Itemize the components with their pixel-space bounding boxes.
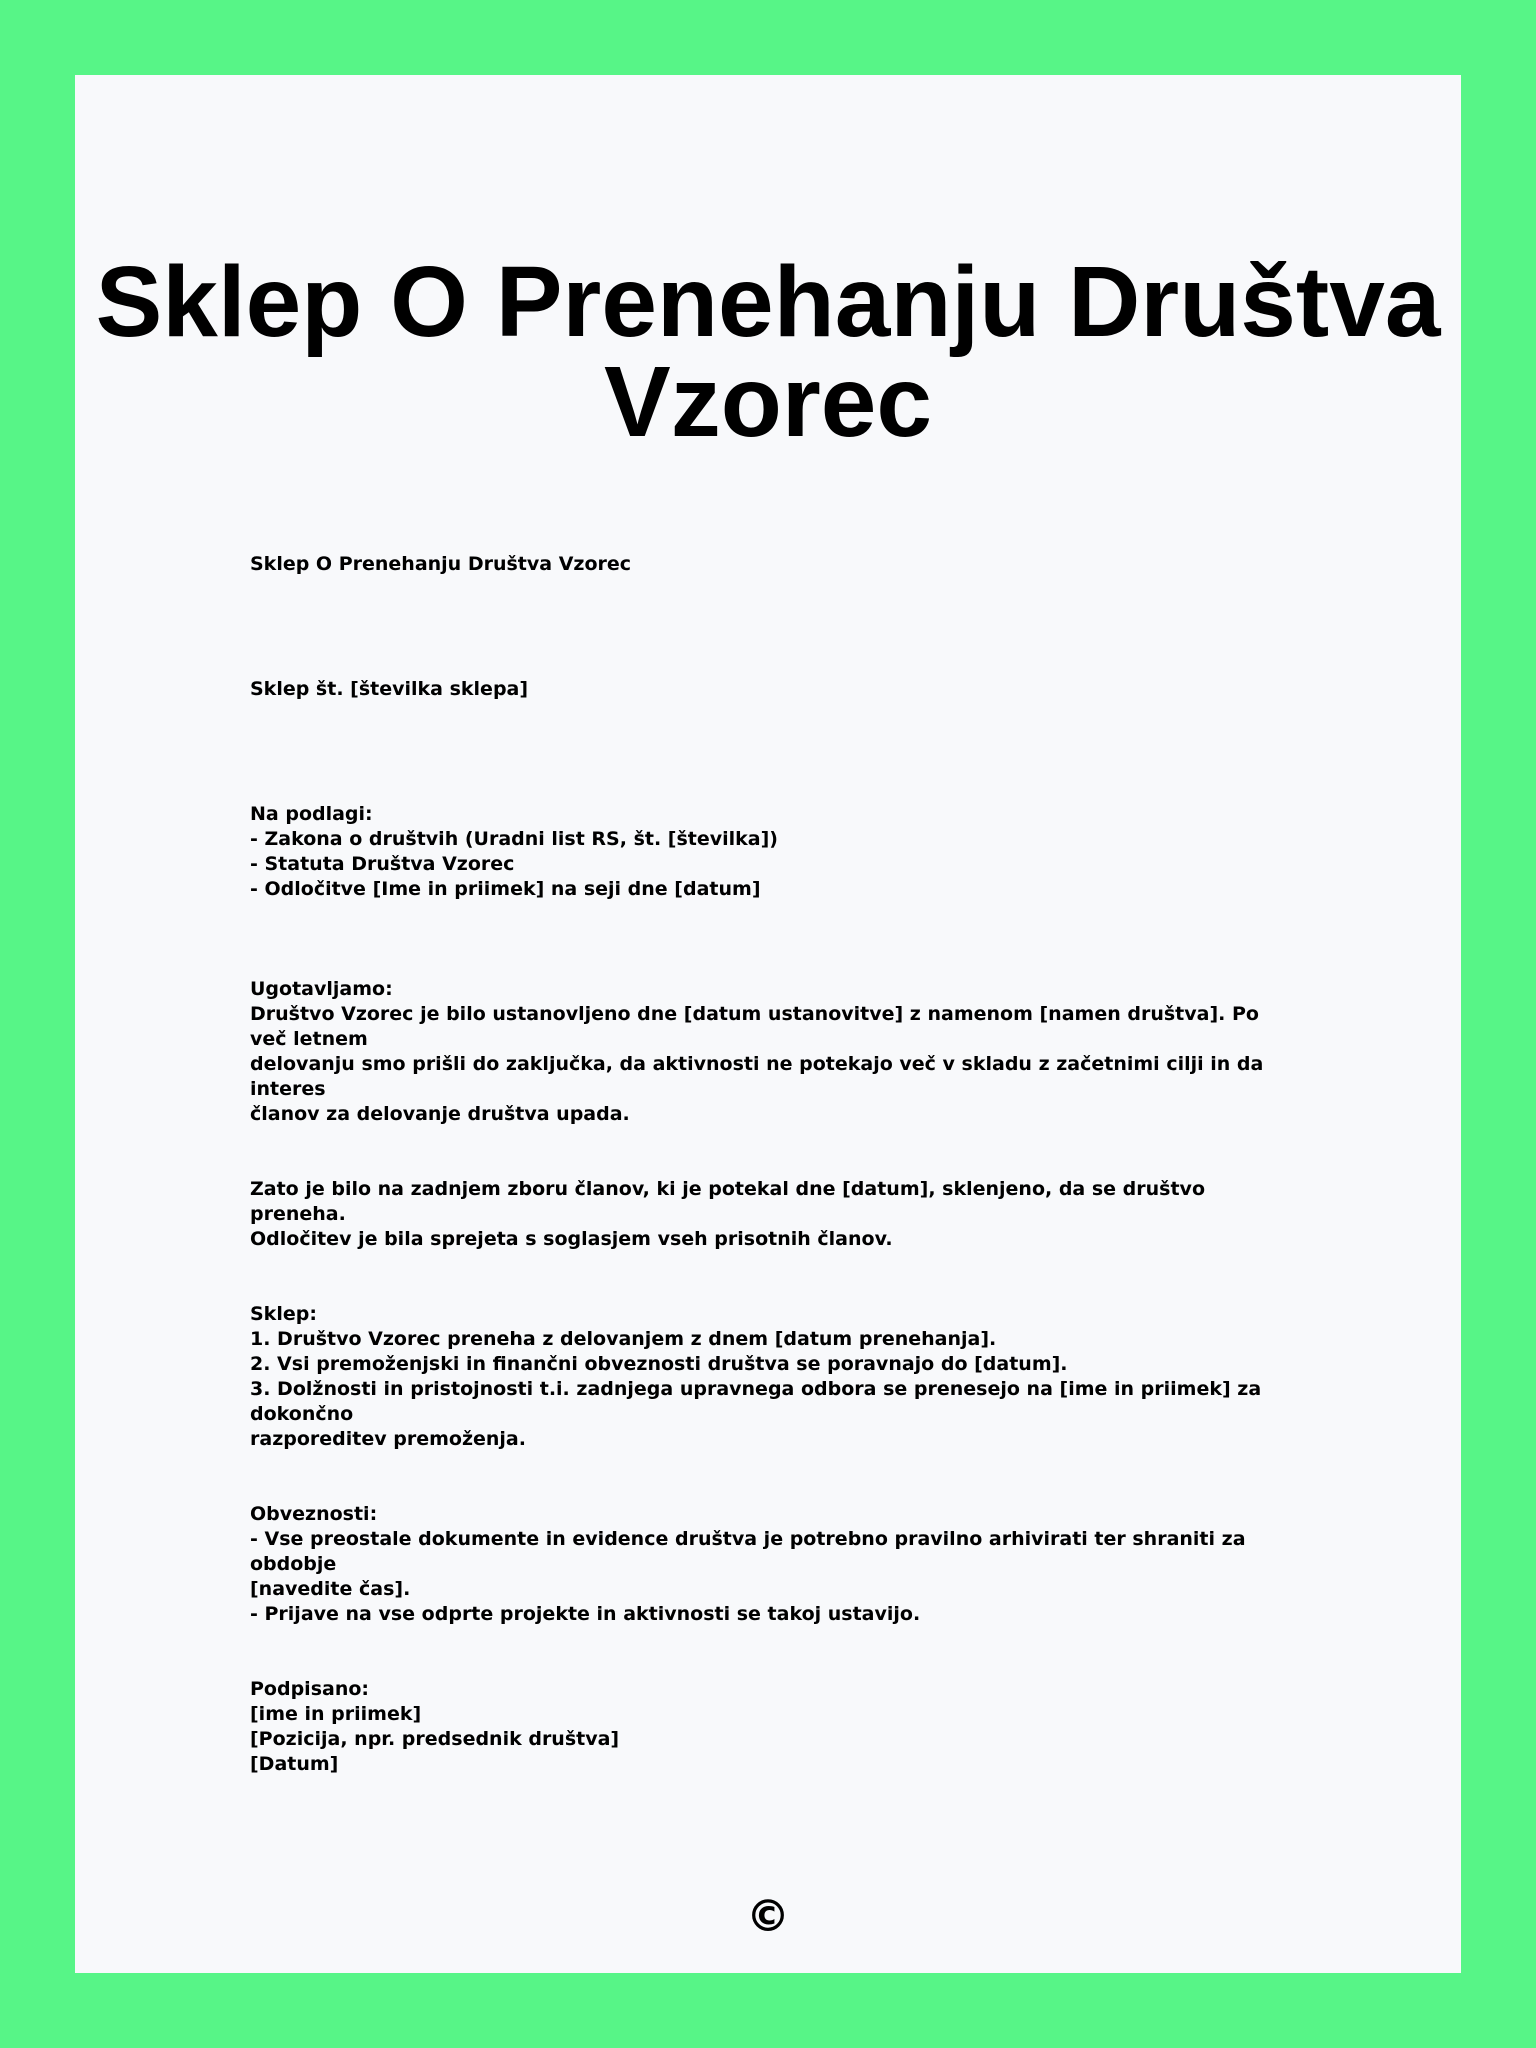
signature-line: [Datum] — [250, 1753, 339, 1775]
copyright-icon: © — [746, 1891, 790, 1942]
basis-item: - Zakona o društvih (Uradni list RS, št. [številka]) — [250, 828, 778, 850]
decision-line: Odločitev je bila sprejeta s soglasjem vseh prisotnih članov. — [250, 1228, 893, 1250]
findings-line: Društvo Vzorec je bilo ustanovljeno dne [datum ustanovitve] z namenom [namen društva]. Po več letnem — [250, 1003, 1266, 1050]
document-body — [250, 552, 1290, 1777]
signature-line: [ime in priimek] — [250, 1703, 422, 1725]
resolution-line: 3. Dolžnosti in pristojnosti t.i. zadnjega upravnega odbora se prenesejo na [ime in priimek] za dokončno — [250, 1378, 1268, 1425]
decision-paragraph — [250, 1177, 1290, 1252]
heading-text: Sklep O Prenehanju Društva Vzorec — [250, 553, 632, 575]
obligations-section — [250, 1502, 1290, 1627]
resolution-section — [250, 1302, 1290, 1452]
findings-label: Ugotavljamo: — [250, 978, 393, 1000]
document-heading — [250, 552, 1290, 577]
obligations-line: [navedite čas]. — [250, 1578, 411, 1600]
document-title: Sklep O Prenehanju Društva Vzorec — [95, 246, 1441, 458]
signature-section — [250, 1677, 1290, 1777]
resolution-label: Sklep: — [250, 1303, 317, 1325]
resolution-line: 2. Vsi premoženjski in finančni obveznosti društva se poravnajo do [datum]. — [250, 1353, 1068, 1375]
resolution-line: razporeditev premoženja. — [250, 1428, 526, 1450]
obligations-line: - Prijave na vse odprte projekte in aktivnosti se takoj ustavijo. — [250, 1603, 921, 1625]
basis-section — [250, 802, 1290, 902]
decision-line: Zato je bilo na zadnjem zboru članov, ki je potekal dne [datum], sklenjeno, da se društvo preneha. — [250, 1178, 1212, 1225]
obligations-label: Obveznosti: — [250, 1503, 378, 1525]
findings-section — [250, 977, 1290, 1127]
findings-line: delovanju smo prišli do zaključka, da aktivnosti ne potekajo več v skladu z začetnimi cilji in da interes — [250, 1053, 1270, 1100]
basis-item: - Statuta Društva Vzorec — [250, 853, 515, 875]
document-page — [75, 75, 1461, 1973]
resolution-number — [250, 677, 1290, 702]
findings-line: članov za delovanje društva upada. — [250, 1103, 630, 1125]
obligations-line: - Vse preostale dokumente in evidence društva je potrebno pravilno arhivirati ter shraniti za obdobje — [250, 1528, 1253, 1575]
basis-item: - Odločitve [Ime in priimek] na seji dne [datum] — [250, 878, 761, 900]
signature-label: Podpisano: — [250, 1678, 370, 1700]
resolution-line: 1. Društvo Vzorec preneha z delovanjem z dnem [datum prenehanja]. — [250, 1328, 997, 1350]
signature-line: [Pozicija, npr. predsednik društva] — [250, 1728, 620, 1750]
basis-label: Na podlagi: — [250, 803, 373, 825]
number-line: Sklep št. [številka sklepa] — [250, 678, 529, 700]
